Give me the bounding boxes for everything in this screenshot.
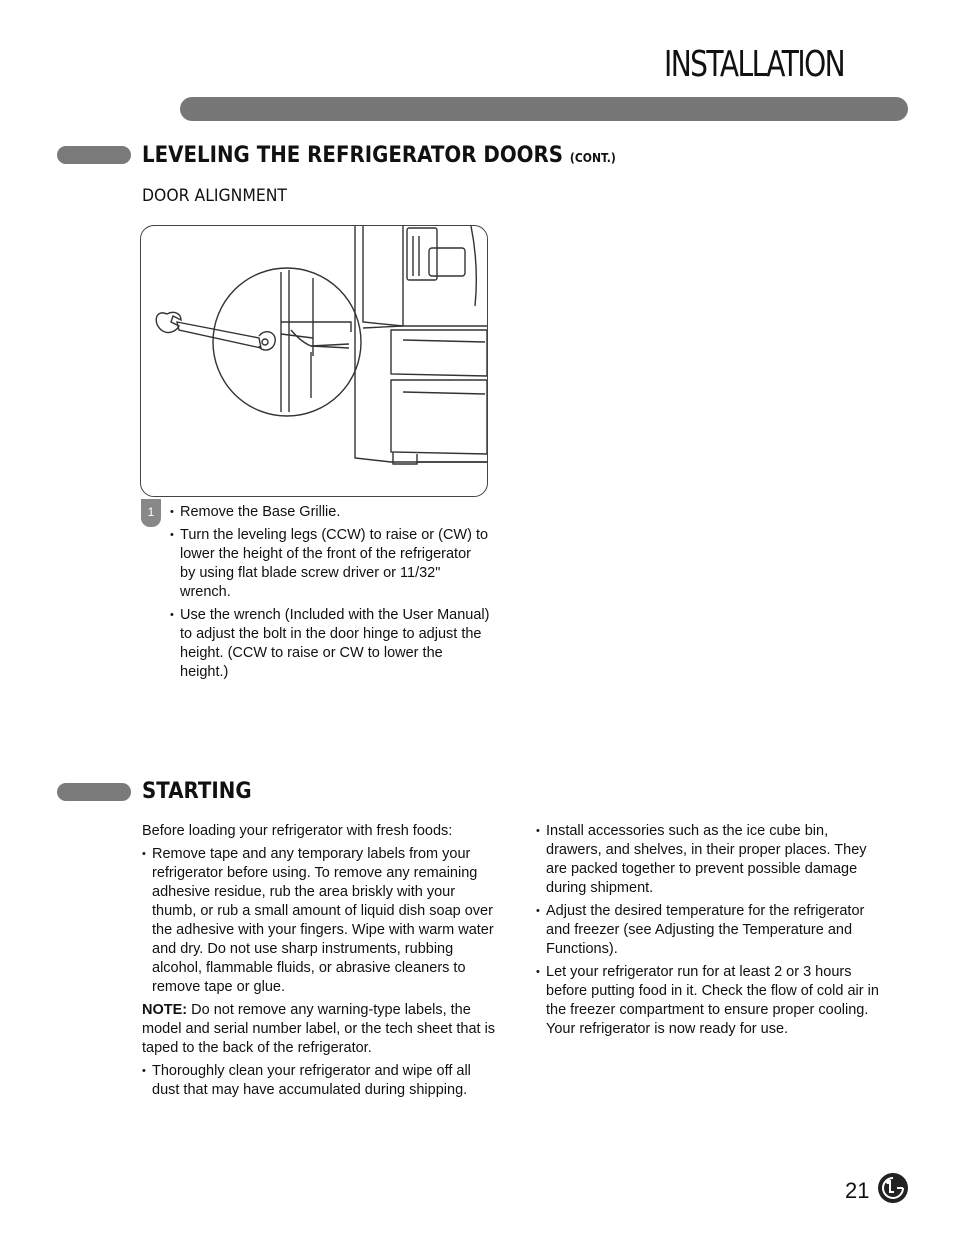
- list-item: • Adjust the desired temperature for the refrigerator and freezer (see Adjusting the Temperature and Functions).: [536, 902, 886, 959]
- list-item: • Remove tape and any temporary labels from your refrigerator before using. To remove any remaining adhesive residue, rub the area briskly with your thumb, or rub a small amount of liquid dish soap over the adhesive with your fingers. Wipe with warm water and dry. Do not use sharp instruments, rubbing alcohol, flammable fluids, or abrasive cleaners to remove tape or glue.: [142, 845, 502, 997]
- list-item: • Use the wrench (Included with the User Manual) to adjust the bolt in the door hinge to adjust the height. (CCW to raise or CW to lower the height.): [170, 606, 490, 682]
- starting-right-column: [536, 822, 886, 1043]
- subheading-door-alignment: DOOR ALIGNMENT: [142, 186, 287, 206]
- list-item: • Thoroughly clean your refrigerator and wipe off all dust that may have accumulated during shipping.: [142, 1062, 502, 1100]
- section-marker-starting: [57, 783, 131, 801]
- page-title: INSTALLATION: [664, 44, 845, 85]
- door-alignment-illustration: [140, 225, 488, 497]
- starting-intro: Before loading your refrigerator with fresh foods:: [142, 823, 453, 839]
- starting-bullets-right: [536, 822, 886, 1039]
- list-item: • Turn the leveling legs (CCW) to raise or (CW) to lower the height of the front of the refrigerator by using flat blade screw driver or 11/32" wrench.: [170, 526, 490, 602]
- list-item: • Let your refrigerator run for at least 2 or 3 hours before putting food in it. Check the flow of cold air in the freezer compartment to ensure proper cooling. Your refrigerator is now ready for use.: [536, 963, 886, 1039]
- starting-bullets-left: [142, 845, 502, 997]
- header-bar: [180, 97, 908, 121]
- step-1-instructions: [170, 503, 490, 686]
- page-number: 21: [845, 1178, 870, 1203]
- list-item: • Remove the Base Grillie.: [170, 503, 490, 522]
- list-item: • Install accessories such as the ice cube bin, drawers, and shelves, in their proper places. They are packed together to prevent possible damage during shipment.: [536, 822, 886, 898]
- note-label: NOTE:: [142, 1002, 188, 1018]
- starting-bullets-left-2: [142, 1062, 502, 1100]
- section-title-leveling-text: LEVELING THE REFRIGERATOR DOORS: [142, 143, 564, 168]
- refrigerator-wrench-icon: [141, 226, 487, 496]
- section-title-leveling: [142, 143, 616, 168]
- note-paragraph: [142, 1001, 502, 1058]
- step-number-badge: 1: [141, 499, 161, 527]
- lg-logo-icon: [877, 1172, 909, 1204]
- note-text: Do not remove any warning-type labels, the model and serial number label, or the tech sheet that is taped to the back of the refrigerator.: [142, 1002, 496, 1056]
- starting-left-column: [142, 822, 502, 1104]
- section-title-cont: (CONT.): [569, 151, 616, 165]
- section-marker-leveling: [57, 146, 131, 164]
- section-title-starting: STARTING: [142, 779, 252, 804]
